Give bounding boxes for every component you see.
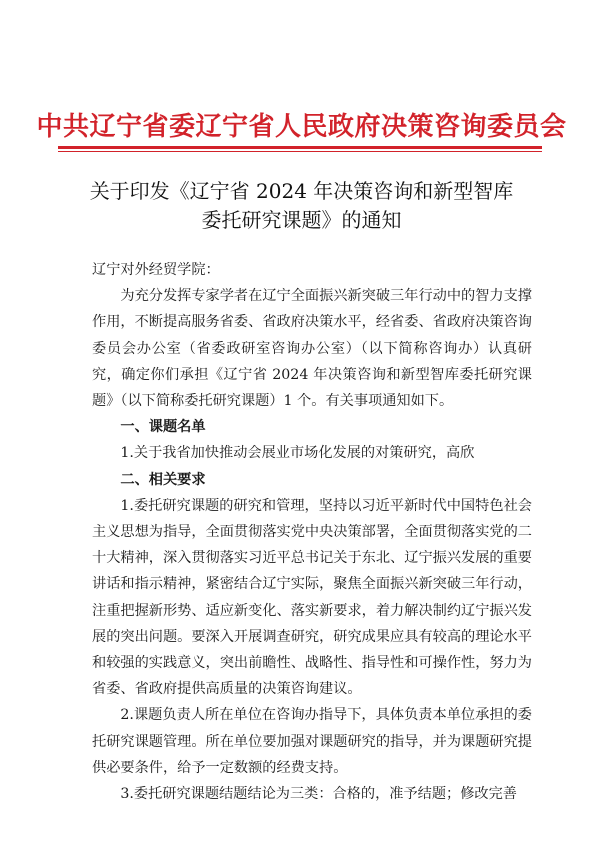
section2-heading: 二、相关要求 [120, 471, 206, 488]
section1-item1: 1.关于我省加快推动会展业市场化发展的对策研究，高欣 [120, 445, 475, 462]
organization-header: 中共辽宁省委辽宁省人民政府决策咨询委员会 [36, 112, 567, 142]
intro-paragraph: 为充分发挥专家学者在辽宁全面振兴新突破三年行动中的智力支撑作用，不断提高服务省委、省政府决策水平，经省委、省政府决策咨询委员会办公室（省委政研室咨询办公室）（以下简称咨询办）认真研究，确定你们承担《辽宁省 2024 年决策咨询和新型智库委托研究课题》（以下简称委托研究课题）1 个。有关事项通知如下。 [92, 288, 532, 410]
section2-item1: 1.委托研究课题的研究和管理，坚持以习近平新时代中国特色社会主义思想为指导，全面贯彻落实党中央决策部署，全面贯彻落实党的二十大精神，深入贯彻落实习近平总书记关于东北、辽宁振兴发展的重要讲话和指示精神，紧密结合辽宁实际，聚焦全面振兴新突破三年行动，注重把握新形势、适应新变化、落实新要求，着力解决制约辽宁振兴发展的突出问题。要深入开展调查研究，研究成果应具有较高的理论水平和较强的实践意义，突出前瞻性、战略性、指导性和可操作性，努力为省委、省政府提供高质量的决策咨询建议。 [92, 497, 532, 698]
document-title-line1: 关于印发《辽宁省 2024 年决策咨询和新型智库 [89, 179, 514, 203]
section1-heading: 一、课题名单 [120, 419, 206, 436]
header-rule-thick [58, 146, 542, 149]
salutation: 辽宁对外经贸学院： [92, 262, 220, 278]
document-body [92, 257, 532, 807]
header-rule-thin [58, 151, 542, 152]
section2-item2: 2.课题负责人所在单位在咨询办指导下，具体负责本单位承担的委托研究课题管理。所在单位要加强对课题研究的指导，并为课题研究提供必要条件，给予一定数额的经费支持。 [92, 707, 532, 776]
document-title-line2: 委托研究课题》的通知 [201, 208, 402, 232]
section2-item3: 3.委托研究课题结题结论为三类：合格的，准予结题；修改完善 [120, 786, 517, 803]
